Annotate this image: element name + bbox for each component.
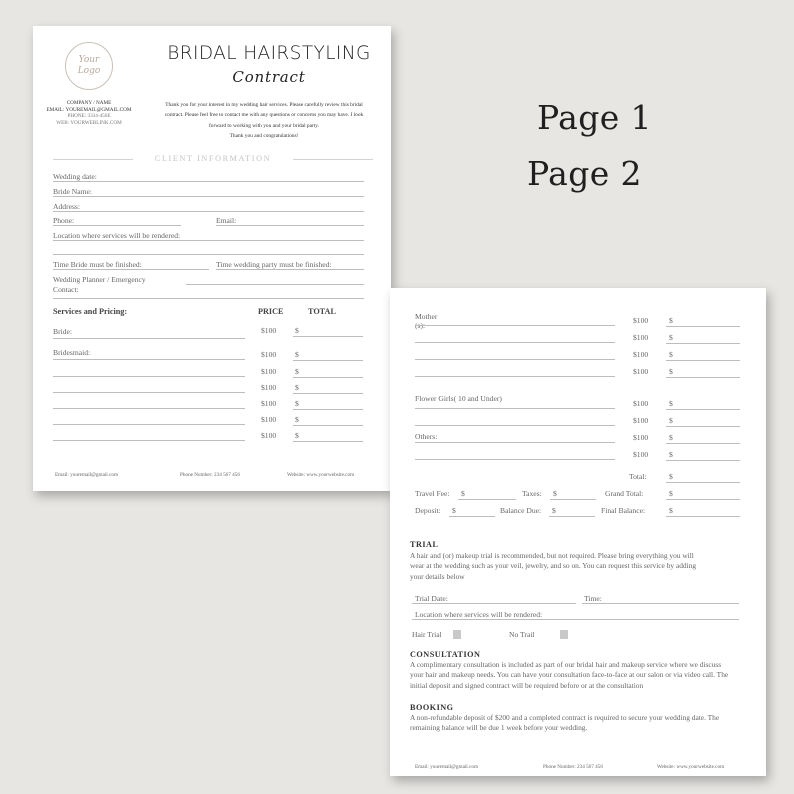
trial-location-label: Location where services will be rendered: bbox=[415, 610, 543, 619]
no-trail-checkbox[interactable] bbox=[560, 630, 568, 639]
row-currency: $ bbox=[669, 367, 673, 376]
intro-text bbox=[145, 100, 383, 141]
flower-girls-row-line[interactable] bbox=[415, 408, 615, 409]
trial-time-field[interactable] bbox=[582, 603, 739, 604]
service-row-line[interactable] bbox=[53, 424, 245, 425]
consultation-heading: CONSULTATION bbox=[410, 650, 481, 659]
grand-total-currency: $ bbox=[669, 489, 673, 498]
booking-heading: BOOKING bbox=[410, 703, 454, 712]
service-total-field[interactable] bbox=[293, 425, 363, 426]
company-web: WEB: YOURWEBLINK.COM bbox=[56, 119, 122, 126]
final-balance-currency: $ bbox=[669, 506, 673, 515]
total-field[interactable] bbox=[666, 482, 740, 483]
trial-date-field[interactable] bbox=[412, 603, 576, 604]
balance-due-field[interactable] bbox=[549, 516, 595, 517]
logo-placeholder: Your Logo bbox=[65, 42, 113, 90]
client-info-heading: CLIENT INFORMATION bbox=[53, 154, 373, 163]
consultation-text: A complimentary consultation is included as part of our bridal hair and makeup service where we discuss your hair and makeup needs. You can have your consultation face-to-face at our salon or via video call. The initial deposit and signed contract will be required before or at the consultation bbox=[410, 660, 729, 690]
footer-website: Website: www.yourwebsite.com bbox=[287, 472, 355, 478]
row-currency: $ bbox=[669, 399, 673, 408]
service-currency: $ bbox=[295, 399, 299, 408]
service-currency: $ bbox=[295, 415, 299, 424]
bridesmaid-currency: $ bbox=[295, 350, 299, 359]
service-currency: $ bbox=[295, 383, 299, 392]
service-currency: $ bbox=[295, 367, 299, 376]
trial-heading: TRIAL bbox=[410, 540, 439, 549]
bridesmaid-total-field[interactable] bbox=[293, 360, 363, 361]
footer-phone: Phone Number: 234 567 456 bbox=[543, 764, 603, 770]
final-balance-field[interactable] bbox=[666, 516, 740, 517]
balance-due-label: Balance Due: bbox=[500, 506, 542, 515]
others-label: Others: bbox=[415, 432, 438, 441]
service-row-line[interactable] bbox=[53, 408, 245, 409]
row-total-field[interactable] bbox=[666, 343, 740, 344]
time-party-field[interactable] bbox=[216, 269, 364, 270]
phone-label: Phone: bbox=[53, 216, 75, 225]
flower-girls-row-line[interactable] bbox=[415, 425, 615, 426]
hair-trial-label: Hair Trial bbox=[412, 630, 442, 639]
service-total-field[interactable] bbox=[293, 393, 363, 394]
bride-price: $100 bbox=[261, 326, 277, 335]
planner-label: Wedding Planner / Emergency bbox=[53, 275, 146, 284]
mother-row-line[interactable] bbox=[415, 376, 615, 377]
row-total-field[interactable] bbox=[666, 460, 740, 461]
row-price: $100 bbox=[633, 316, 649, 325]
contract-title: BRIDAL HAIRSTYLING bbox=[167, 43, 371, 64]
row-currency: $ bbox=[669, 333, 673, 342]
footer-email: Email: youremail@gmail.com bbox=[55, 472, 118, 478]
grand-total-field[interactable] bbox=[666, 499, 740, 500]
email-label: Email: bbox=[216, 216, 237, 225]
contact-label: Contact: bbox=[53, 285, 79, 294]
total-currency: $ bbox=[669, 472, 673, 481]
total-label: Total: bbox=[629, 472, 647, 481]
service-price: $100 bbox=[261, 415, 277, 424]
services-heading: Services and Pricing: bbox=[53, 307, 128, 316]
taxes-currency: $ bbox=[553, 489, 557, 498]
row-total-field[interactable] bbox=[666, 360, 740, 361]
row-total-field[interactable] bbox=[666, 377, 740, 378]
row-currency: $ bbox=[669, 350, 673, 359]
row-price: $100 bbox=[633, 450, 649, 459]
taxes-field[interactable] bbox=[550, 499, 596, 500]
row-total-field[interactable] bbox=[666, 326, 740, 327]
travel-fee-field[interactable] bbox=[458, 499, 516, 500]
row-price: $100 bbox=[633, 399, 649, 408]
mother-row-line[interactable] bbox=[415, 359, 615, 360]
deposit-field[interactable] bbox=[449, 516, 495, 517]
trial-time-label: Time: bbox=[584, 594, 602, 603]
mother-row-line[interactable] bbox=[415, 325, 615, 326]
intro-line: Thank you for your interest in my wedding hair services. Please carefully review this bridal bbox=[165, 102, 363, 108]
company-email: EMAIL: YOUREMAIL@GMAIL.COM bbox=[46, 106, 132, 113]
company-phone: PHONE: 3334-456E bbox=[67, 113, 111, 120]
contract-page-1 bbox=[33, 26, 391, 491]
service-total-field[interactable] bbox=[293, 441, 363, 442]
company-name: COMPANY / NAME bbox=[66, 100, 112, 106]
row-price: $100 bbox=[633, 350, 649, 359]
service-total-field[interactable] bbox=[293, 409, 363, 410]
footer-website: Website: www.yourwebsite.com bbox=[657, 764, 725, 770]
bride-service-field[interactable] bbox=[53, 338, 245, 339]
row-currency: $ bbox=[669, 450, 673, 459]
address-label: Address: bbox=[53, 202, 80, 211]
others-row-line[interactable] bbox=[415, 459, 615, 460]
trial-date-label: Trial Date: bbox=[415, 594, 448, 603]
contact-field[interactable] bbox=[53, 298, 364, 299]
final-balance-label: Final Balance: bbox=[601, 506, 646, 515]
bride-name-label: Bride Name: bbox=[53, 187, 93, 196]
phone-field[interactable] bbox=[53, 225, 181, 226]
wedding-date-label: Wedding date: bbox=[53, 172, 97, 181]
bridesmaid-label: Bridesmaid: bbox=[53, 348, 91, 357]
bridesmaid-row-line[interactable] bbox=[53, 359, 245, 360]
time-bride-label: Time Bride must be finished: bbox=[53, 260, 142, 269]
flower-girls-label: Flower Girls( 10 and Under) bbox=[415, 394, 502, 403]
service-price: $100 bbox=[261, 367, 277, 376]
row-total-field[interactable] bbox=[666, 409, 740, 410]
service-price: $100 bbox=[261, 383, 277, 392]
service-row-line[interactable] bbox=[53, 376, 245, 377]
balance-due-currency: $ bbox=[552, 506, 556, 515]
bride-name-field[interactable] bbox=[53, 196, 364, 197]
hair-trial-checkbox[interactable] bbox=[453, 630, 461, 639]
service-row-line[interactable] bbox=[53, 440, 245, 441]
mother-row-line[interactable] bbox=[415, 342, 615, 343]
bridesmaid-price: $100 bbox=[261, 350, 277, 359]
service-price: $100 bbox=[261, 399, 277, 408]
booking-text: A non-refundable deposit of $200 and a completed contract is required to secure your wedding date. The remaining balance will be due 1 week before your wedding. bbox=[410, 713, 720, 733]
page-2-label: Page 2 bbox=[527, 154, 642, 193]
row-price: $100 bbox=[633, 367, 649, 376]
bride-total-currency: $ bbox=[295, 326, 299, 335]
travel-fee-label: Travel Fee: bbox=[415, 489, 450, 498]
row-currency: $ bbox=[669, 316, 673, 325]
deposit-currency: $ bbox=[452, 506, 456, 515]
price-column-header: PRICE bbox=[258, 307, 284, 316]
service-total-field[interactable] bbox=[293, 377, 363, 378]
email-field[interactable] bbox=[216, 225, 364, 226]
travel-fee-currency: $ bbox=[461, 489, 465, 498]
service-row-line[interactable] bbox=[53, 392, 245, 393]
deposit-label: Deposit: bbox=[415, 506, 441, 515]
location-field-extra[interactable] bbox=[53, 254, 364, 255]
wedding-date-field[interactable] bbox=[53, 181, 364, 182]
service-price: $100 bbox=[261, 431, 277, 440]
footer-phone: Phone Number: 234 567 456 bbox=[180, 472, 240, 478]
trial-text: A hair and (or) makeup trial is recommended, but not required. Please bring everything you will wear at the wedding such as your veil, jewelry, and so on. You can request this service by adding your details below bbox=[410, 551, 697, 581]
no-trail-label: No Trail bbox=[509, 630, 535, 639]
mother-label: Mother bbox=[415, 312, 438, 321]
intro-line: contract. Please feel free to contact me with any questions or concerns you may have. I look bbox=[164, 112, 364, 119]
taxes-label: Taxes: bbox=[522, 489, 542, 498]
bride-total-field[interactable] bbox=[293, 336, 363, 337]
mother-label-cont: (s): bbox=[415, 321, 426, 330]
row-total-field[interactable] bbox=[666, 443, 740, 444]
row-price: $100 bbox=[633, 433, 649, 442]
others-row-line[interactable] bbox=[415, 442, 615, 443]
trial-location-field[interactable] bbox=[412, 619, 739, 620]
company-info bbox=[45, 100, 133, 126]
grand-total-label: Grand Total: bbox=[605, 489, 644, 498]
row-currency: $ bbox=[669, 416, 673, 425]
row-price: $100 bbox=[633, 416, 649, 425]
footer-email: Email: youremail@gmail.com bbox=[415, 764, 478, 770]
row-total-field[interactable] bbox=[666, 426, 740, 427]
contract-subtitle: Contract bbox=[232, 68, 306, 86]
total-column-header: TOTAL bbox=[308, 307, 336, 316]
intro-line: forward to working with you and your bridal party. bbox=[209, 122, 319, 129]
page-1-label: Page 1 bbox=[537, 98, 652, 137]
location-label: Location where services will be rendered: bbox=[53, 231, 181, 240]
contract-page-2 bbox=[390, 288, 766, 776]
service-currency: $ bbox=[295, 431, 299, 440]
planner-field[interactable] bbox=[186, 284, 364, 285]
intro-line: Thank you and congratulations! bbox=[229, 132, 299, 139]
row-price: $100 bbox=[633, 333, 649, 342]
location-field[interactable] bbox=[53, 240, 364, 241]
time-bride-field[interactable] bbox=[53, 269, 209, 270]
address-field[interactable] bbox=[53, 211, 364, 212]
row-currency: $ bbox=[669, 433, 673, 442]
time-party-label: Time wedding party must be finished: bbox=[216, 260, 332, 269]
bride-service-label: Bride: bbox=[53, 327, 72, 336]
